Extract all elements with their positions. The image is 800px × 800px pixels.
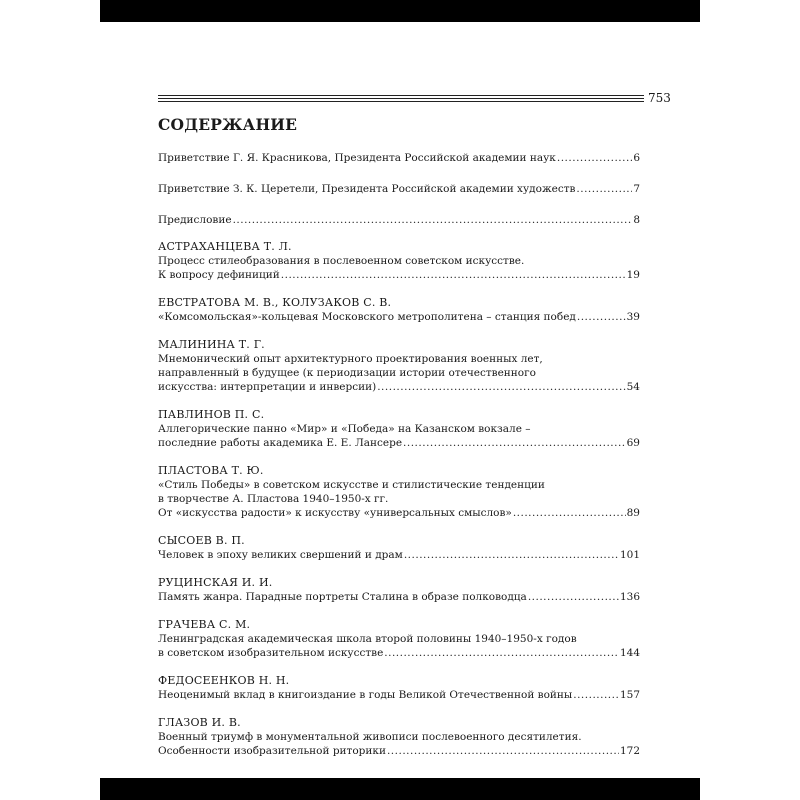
toc-entry[interactable] xyxy=(158,240,640,282)
toc-entry-title-line: Процесс стилеобразования в послевоенном советском искусстве. xyxy=(158,255,525,267)
toc-entry-author: ПЛАСТОВА Т. Ю. xyxy=(158,464,264,477)
leader-dots xyxy=(513,506,626,520)
toc-entry-page: 54 xyxy=(626,381,640,393)
leader-dots xyxy=(281,268,626,282)
toc-entry-author: ГРАЧЕВА С. М. xyxy=(158,618,251,631)
toc-entry-page: 8 xyxy=(633,214,640,226)
toc-entry[interactable] xyxy=(158,716,640,758)
toc-list xyxy=(158,151,640,772)
toc-entry-row xyxy=(158,182,640,196)
toc-entry-row xyxy=(158,436,640,450)
leader-dots xyxy=(557,151,632,165)
toc-entry-page: 172 xyxy=(619,745,640,757)
toc-entry-title-line: «Комсомольская»-кольцевая Московского метрополитена – станция побед xyxy=(158,311,576,323)
toc-entry-page: 89 xyxy=(626,507,640,519)
toc-title: СОДЕРЖАНИЕ xyxy=(158,115,298,134)
toc-entry[interactable] xyxy=(158,338,640,394)
toc-entry-author: РУЦИНСКАЯ И. И. xyxy=(158,576,273,589)
toc-entry-author: СЫСОЕВ В. П. xyxy=(158,534,245,547)
toc-entry-title-line: Военный триумф в монументальной живописи послевоенного десятилетия. xyxy=(158,731,582,743)
toc-entry-row xyxy=(158,151,640,165)
toc-entry-row xyxy=(158,590,640,604)
toc-entry-page: 6 xyxy=(633,152,640,164)
toc-entry-title-line: От «искусства радости» к искусству «универсальных смыслов» xyxy=(158,507,512,519)
toc-entry[interactable] xyxy=(158,674,640,702)
toc-entry-page: 7 xyxy=(633,183,640,195)
toc-entry-title-line: Особенности изобразительной риторики xyxy=(158,745,386,757)
leader-dots xyxy=(573,688,619,702)
leader-dots xyxy=(404,548,619,562)
toc-entry-title: Приветствие З. К. Церетели, Президента Российской академии художеств xyxy=(158,183,576,195)
toc-entry-author: ФЕДОСЕЕНКОВ Н. Н. xyxy=(158,674,290,687)
toc-entry[interactable] xyxy=(158,151,640,165)
toc-entry[interactable] xyxy=(158,618,640,660)
toc-entry-row xyxy=(158,688,640,702)
toc-entry[interactable] xyxy=(158,534,640,562)
toc-entry-row xyxy=(158,646,640,660)
toc-entry-title: Приветствие Г. Я. Красникова, Президента Российской академии наук xyxy=(158,152,556,164)
toc-entry-page: 19 xyxy=(626,269,640,281)
toc-entry-page: 157 xyxy=(619,689,640,701)
toc-entry-title-line: Ленинградская академическая школа второй половины 1940–1950-х годов xyxy=(158,633,577,645)
toc-entry-title-line: К вопросу дефиниций xyxy=(158,269,280,281)
toc-entry[interactable] xyxy=(158,576,640,604)
toc-entry-page: 39 xyxy=(626,311,640,323)
leader-dots xyxy=(403,436,626,450)
toc-entry[interactable] xyxy=(158,182,640,196)
toc-entry[interactable] xyxy=(158,213,640,227)
leader-dots xyxy=(387,744,619,758)
toc-entry-title-line: Память жанра. Парадные портреты Сталина в образе полководца xyxy=(158,591,527,603)
toc-entry-row xyxy=(158,213,640,227)
toc-entry-row xyxy=(158,268,640,282)
toc-entry-page: 136 xyxy=(619,591,640,603)
leader-dots xyxy=(577,310,626,324)
header-rule-line xyxy=(158,95,644,96)
toc-entry-title-line: Мнемонический опыт архитектурного проектирования военных лет, xyxy=(158,353,543,365)
toc-entry-title-line: Человек в эпоху великих свершений и драм xyxy=(158,549,403,561)
toc-entry-title-line: в советском изобразительном искусстве xyxy=(158,647,384,659)
toc-entry-page: 69 xyxy=(626,437,640,449)
toc-entry-title-line: направленный в будущее (к периодизации истории отечественного xyxy=(158,367,536,379)
leader-dots xyxy=(576,182,632,196)
toc-entry-title-line: последние работы академика Е. Е. Лансере xyxy=(158,437,403,449)
toc-entry-title-line: в творчестве А. Пластова 1940–1950-х гг. xyxy=(158,493,389,505)
toc-entry-title-line: искусства: интерпретации и инверсии) xyxy=(158,381,377,393)
leader-dots xyxy=(528,590,619,604)
toc-entry-title-line: «Стиль Победы» в советском искусстве и стилистические тенденции xyxy=(158,479,545,491)
toc-entry-row xyxy=(158,744,640,758)
toc-entry[interactable] xyxy=(158,296,640,324)
page-number: 753 xyxy=(648,91,671,105)
toc-entry-row xyxy=(158,310,640,324)
top-black-bar xyxy=(100,0,700,22)
toc-entry[interactable] xyxy=(158,408,640,450)
toc-entry-page: 144 xyxy=(619,647,640,659)
header-rule-line xyxy=(158,101,644,102)
header-rule xyxy=(158,95,644,103)
leader-dots xyxy=(233,213,633,227)
toc-entry-title: Предисловие xyxy=(158,214,232,226)
toc-entry-title-line: Аллегорические панно «Мир» и «Победа» на Казанском вокзале – xyxy=(158,423,531,435)
toc-entry-author: АСТРАХАНЦЕВА Т. Л. xyxy=(158,240,292,253)
toc-entry[interactable] xyxy=(158,464,640,520)
leader-dots xyxy=(377,380,625,394)
toc-entry-author: МАЛИНИНА Т. Г. xyxy=(158,338,265,351)
toc-entry-page: 101 xyxy=(619,549,640,561)
toc-entry-title-line: Неоценимый вклад в книгоиздание в годы Великой Отечественной войны xyxy=(158,689,573,701)
header-rule-line xyxy=(158,98,644,99)
toc-entry-author: ПАВЛИНОВ П. С. xyxy=(158,408,265,421)
toc-entry-row xyxy=(158,380,640,394)
toc-entry-author: ЕВСТРАТОВА М. В., КОЛУЗАКОВ С. В. xyxy=(158,296,392,309)
bottom-black-bar xyxy=(100,778,700,800)
leader-dots xyxy=(384,646,619,660)
toc-entry-row xyxy=(158,548,640,562)
toc-entry-row xyxy=(158,506,640,520)
toc-entry-author: ГЛАЗОВ И. В. xyxy=(158,716,241,729)
